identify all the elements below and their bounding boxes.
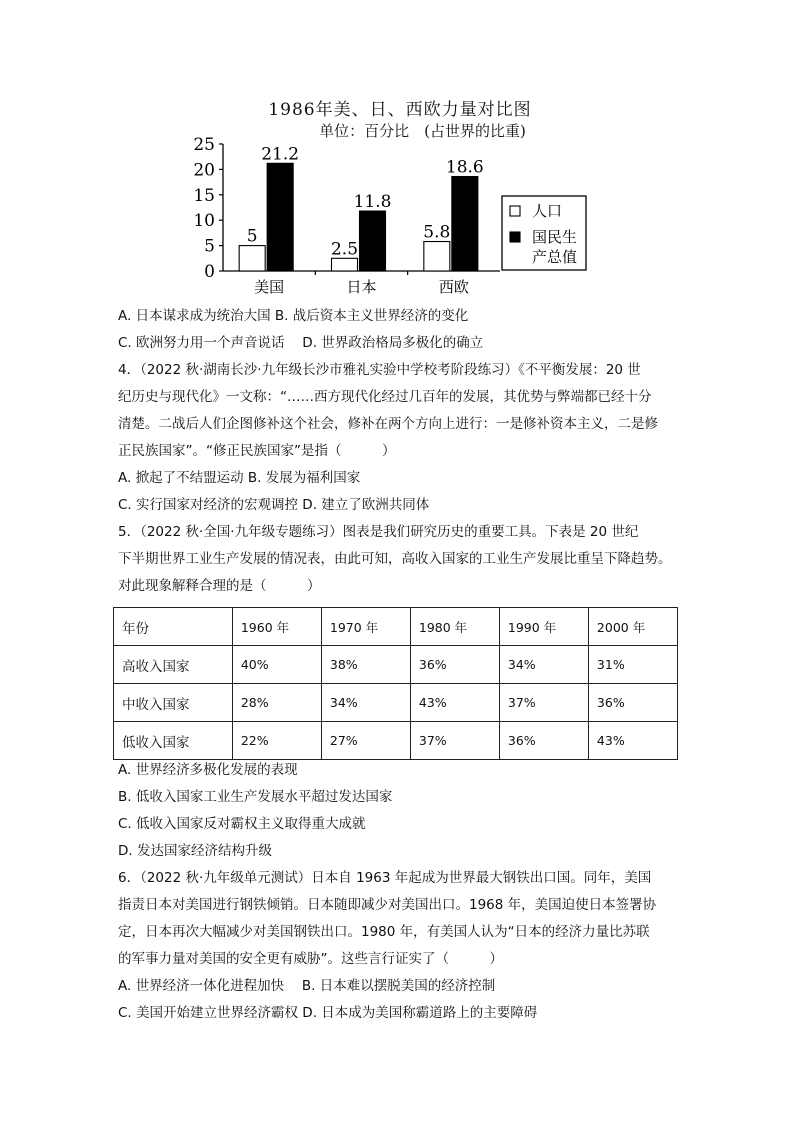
data-label: 5 [246,226,258,247]
data-table [113,607,678,760]
question-line: 定，日本再次大幅减少对美国钢铁出口。1980 年，有美国人认为“日本的经济力量比苏联 [118,924,650,940]
legend-label: 产总值 [532,248,578,266]
table-cell: 38% [321,646,410,684]
chart-subtitle: 单位：百分比 (占世界的比重) [319,122,526,140]
option-line: C. 低收入国家反对霸权主义取得重大成就 [118,816,366,832]
data-label: 18.6 [445,157,484,178]
question-5 [118,519,678,600]
data-label: 21.2 [261,144,300,165]
data-label: 11.8 [353,192,392,213]
question-6 [118,865,678,1027]
y-tick-label: 15 [193,185,215,206]
table-row [114,646,678,684]
option-line: A. 世界经济一体化进程加快 B. 日本难以摆脱美国的经济控制 [118,978,496,994]
chart-plot [180,90,620,300]
option-line: C. 美国开始建立世界经济霸权 D. 日本成为美国称霸道路上的主要障碍 [118,1005,538,1021]
y-tick-label: 25 [193,135,215,155]
question-line: 指责日本对美国进行钢铁倾销。日本随即减少对美国出口。1968 年，美国迫使日本签署协 [118,897,657,913]
question-4 [118,357,678,519]
table-cell: 低收入国家 [114,722,233,760]
data-label: 5.8 [423,222,451,243]
y-tick-label: 0 [204,262,215,282]
table-cell: 1990 年 [499,608,588,646]
table-cell: 34% [499,646,588,684]
table-cell: 36% [588,684,677,722]
table-cell: 37% [410,722,499,760]
bar-国民生产总值 [267,163,293,271]
table-cell: 40% [232,646,321,684]
option-line: D. 发达国家经济结构升级 [118,843,272,859]
table-cell: 34% [321,684,410,722]
bar-人口 [239,246,265,271]
x-tick-label: 西欧 [438,278,469,296]
table-row [114,684,678,722]
question-line: 纪历史与现代化》一文称：“……西方现代化经过几百年的发展，其优势与弊端都已经十分 [118,389,652,405]
table-cell: 36% [410,646,499,684]
option-line: A. 掀起了不结盟运动 B. 发展为福利国家 [118,470,361,486]
option-line: C. 实行国家对经济的宏观调控 D. 建立了欧洲共同体 [118,497,430,513]
question-5-options [118,757,678,865]
option-line: A. 日本谋求成为统治大国 B. 战后资本主义世界经济的变化 [118,308,469,324]
question-line: 对此现象解释合理的是（ ） [118,578,321,594]
table-cell: 27% [321,722,410,760]
question-line: 清楚。二战后人们企图修补这个社会，修补在两个方向上进行：一是修补资本主义，二是修 [118,416,658,432]
table-cell: 1970 年 [321,608,410,646]
table-cell: 1980 年 [410,608,499,646]
question-line: 下半期世界工业生产发展的情况表，由此可知，高收入国家的工业生产发展比重呈下降趋势。 [118,551,672,567]
legend-label: 人口 [532,202,563,220]
chart-title: 1986年美、日、西欧力量对比图 [268,100,532,120]
table-cell: 22% [232,722,321,760]
table-cell: 37% [499,684,588,722]
question-line: 6．（2022 秋·九年级单元测试）日本自 1963 年起成为世界最大钢铁出口国。同年，美国 [118,870,652,886]
question-line: 4．（2022 秋·湖南长沙·九年级长沙市雅礼实验中学校考阶段练习）《不平衡发展：20 世 [118,362,641,378]
question-line: 正民族国家”。“修正民族国家”是指（ ） [118,443,396,459]
table-header-row [114,608,678,646]
y-tick-label: 5 [204,236,215,257]
table-cell: 中收入国家 [114,684,233,722]
bar-人口 [332,258,358,271]
option-line: A. 世界经济多极化发展的表现 [118,762,298,778]
bar-国民生产总值 [360,211,386,271]
table-cell: 36% [499,722,588,760]
y-tick-label: 20 [193,160,215,181]
table-cell: 年份 [114,608,233,646]
table-cell: 28% [232,684,321,722]
table-cell: 2000 年 [588,608,677,646]
bar-人口 [424,242,450,271]
table-cell: 43% [410,684,499,722]
table-cell: 43% [588,722,677,760]
legend-label: 国民生 [532,228,578,246]
question-line: 的军事力量对美国的安全更有威胁”。这些言行证实了（ ） [118,951,503,967]
bar-chart [180,90,620,300]
table-cell: 1960 年 [232,608,321,646]
legend-swatch-gnp [510,232,520,242]
option-line: C. 欧洲努力用一个声音说话 D. 世界政治格局多极化的确立 [118,335,484,351]
option-line: B. 低收入国家工业生产发展水平超过发达国家 [118,789,393,805]
table-cell: 31% [588,646,677,684]
table-row [114,722,678,760]
legend-swatch-population [510,206,520,216]
question-line: 5．（2022 秋·全国·九年级专题练习）图表是我们研究历史的重要工具。下表是 20 世纪 [118,524,639,540]
data-label: 2.5 [330,239,359,260]
y-tick-label: 10 [193,211,215,232]
question-3-options [118,303,678,357]
bar-国民生产总值 [452,177,478,271]
table-cell: 高收入国家 [114,646,233,684]
x-tick-label: 美国 [254,278,285,296]
x-tick-label: 日本 [346,278,377,296]
